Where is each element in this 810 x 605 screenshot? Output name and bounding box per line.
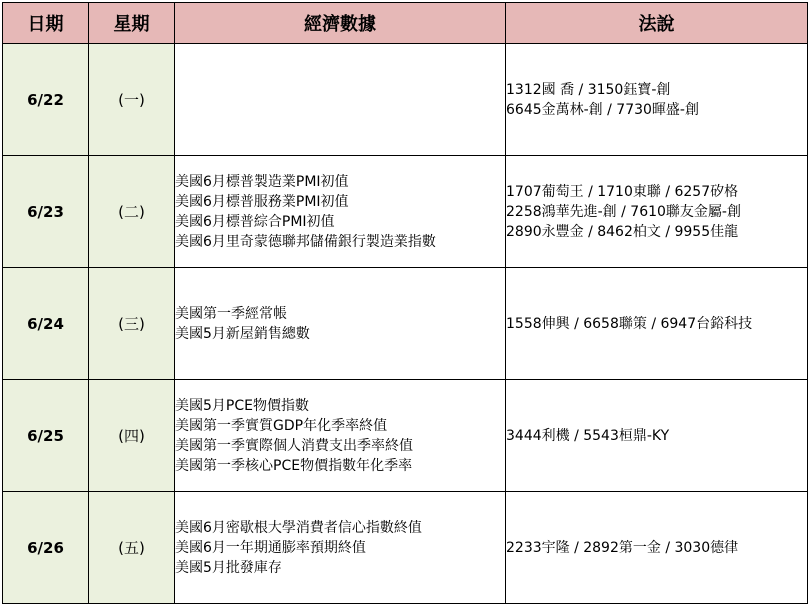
briefing-line: 2233宇隆 / 2892第一金 / 3030德律 bbox=[506, 539, 739, 556]
economic-data-cell bbox=[175, 380, 506, 492]
economic-data-line: 美國第一季核心PCE物價指數年化季率 bbox=[175, 457, 413, 474]
briefing-line: 3444利機 / 5543桓鼎-KY bbox=[506, 427, 670, 444]
date-cell: 6/22 bbox=[3, 44, 89, 156]
briefing-line: 1558伸興 / 6658聯策 / 6947台鋊科技 bbox=[506, 315, 753, 332]
weekday-cell: (四) bbox=[89, 380, 175, 492]
table-header bbox=[3, 3, 808, 44]
briefings-cell bbox=[506, 268, 808, 380]
header-economic-data: 經濟數據 bbox=[175, 3, 506, 44]
briefings-cell bbox=[506, 44, 808, 156]
briefing-line: 2258鴻華先進-創 / 7610聯友金屬-創 bbox=[506, 203, 741, 220]
table-row bbox=[3, 268, 808, 380]
briefing-line: 2890永豐金 / 8462柏文 / 9955佳龍 bbox=[506, 223, 739, 240]
table-row bbox=[3, 44, 808, 156]
date-cell: 6/23 bbox=[3, 156, 89, 268]
economic-data-cell bbox=[175, 44, 506, 156]
economic-data-line: 美國6月里奇蒙德聯邦儲備銀行製造業指數 bbox=[175, 233, 436, 250]
header-row bbox=[3, 3, 808, 44]
briefing-line: 6645金萬林-創 / 7730暉盛-創 bbox=[506, 101, 699, 118]
economic-data-line: 美國6月密歇根大學消費者信心指數終值 bbox=[175, 519, 422, 536]
table-row bbox=[3, 492, 808, 604]
economic-data-line: 美國6月標普服務業PMI初值 bbox=[175, 193, 349, 210]
weekday-cell: (三) bbox=[89, 268, 175, 380]
table-row bbox=[3, 156, 808, 268]
economic-data-line: 美國5月批發庫存 bbox=[175, 559, 282, 576]
economic-data-cell bbox=[175, 268, 506, 380]
economic-data-line: 美國第一季實際個人消費支出季率終值 bbox=[175, 437, 413, 454]
schedule-table bbox=[2, 2, 808, 604]
economic-data-line: 美國第一季經常帳 bbox=[175, 305, 287, 322]
table-row bbox=[3, 380, 808, 492]
briefing-line: 1312國 喬 / 3150鈺寶-創 bbox=[506, 81, 671, 98]
economic-data-line: 美國6月標普製造業PMI初值 bbox=[175, 173, 349, 190]
weekday-cell: (五) bbox=[89, 492, 175, 604]
economic-data-line: 美國第一季實質GDP年化季率終值 bbox=[175, 417, 388, 434]
economic-data-line: 美國5月新屋銷售總數 bbox=[175, 325, 310, 342]
header-briefings: 法說 bbox=[506, 3, 808, 44]
economic-data-line: 美國5月PCE物價指數 bbox=[175, 397, 309, 414]
economic-data-line: 美國6月一年期通膨率預期終值 bbox=[175, 539, 366, 556]
header-date: 日期 bbox=[3, 3, 89, 44]
date-cell: 6/26 bbox=[3, 492, 89, 604]
weekday-cell: (一) bbox=[89, 44, 175, 156]
date-cell: 6/25 bbox=[3, 380, 89, 492]
header-weekday: 星期 bbox=[89, 3, 175, 44]
table-body bbox=[3, 44, 808, 604]
briefings-cell bbox=[506, 492, 808, 604]
economic-data-cell bbox=[175, 156, 506, 268]
economic-data-line: 美國6月標普綜合PMI初值 bbox=[175, 213, 335, 230]
economic-data-cell bbox=[175, 492, 506, 604]
briefings-cell bbox=[506, 156, 808, 268]
date-cell: 6/24 bbox=[3, 268, 89, 380]
weekday-cell: (二) bbox=[89, 156, 175, 268]
briefings-cell bbox=[506, 380, 808, 492]
briefing-line: 1707葡萄王 / 1710東聯 / 6257矽格 bbox=[506, 183, 739, 200]
